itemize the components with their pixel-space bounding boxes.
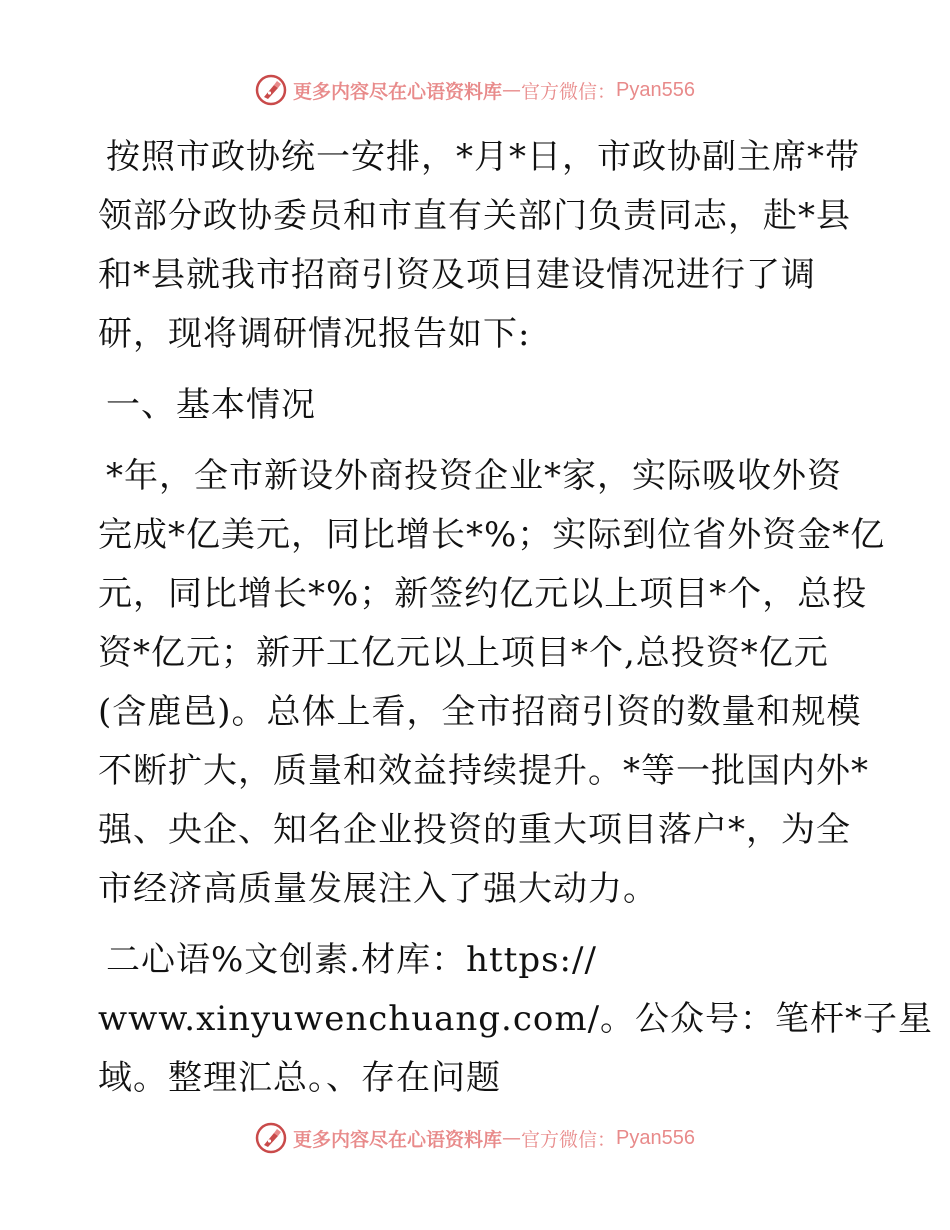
text-line: 强、央企、知名企业投资的重大项目落户*，为全 [98, 810, 851, 850]
watermark-separator: — [502, 79, 522, 101]
paragraph-intro [98, 128, 858, 364]
watermark-separator: — [502, 1127, 522, 1149]
text-line: 研，现将调研情况报告如下: [98, 314, 531, 354]
watermark-wechat-label: 官方微信： [521, 1128, 617, 1151]
paragraph-basic-situation [98, 447, 886, 919]
watermark-brand: 更多内容尽在心语资料库 [293, 80, 503, 103]
footer-watermark [0, 1118, 950, 1158]
text-line: 按照市政协统一安排，*月*日，市政协副主席*带 [106, 137, 860, 177]
watermark-wechat-id: Pyan556 [616, 1126, 695, 1149]
section-heading-basic [98, 376, 858, 435]
text-line: *年，全市新设外商投资企业*家，实际吸收外资 [106, 456, 842, 496]
text-line: 元，同比增长*%；新签约亿元以上项目*个，总投 [98, 574, 868, 614]
watermark-wechat-label: 官方微信： [521, 80, 617, 103]
text-line: 二心语%文创素.材库：https:// [106, 940, 597, 980]
section-heading: 一、基本情况 [106, 385, 316, 425]
watermark-wechat-id: Pyan556 [616, 78, 695, 101]
text-line: 完成*亿美元，同比增长*%；实际到位省外资金*亿 [98, 515, 886, 555]
text-line: 域。整理汇总。、存在问题 [98, 1058, 501, 1098]
pen-nib-logo-icon [255, 1122, 287, 1154]
header-watermark [0, 70, 950, 110]
text-line: www.xinyuwenchuang.com/。公众号：笔杆*子星 [98, 999, 934, 1039]
text-line: 市经济高质量发展注入了强大动力。 [98, 869, 658, 909]
text-line: 和*县就我市招商引资及项目建设情况进行了调 [98, 255, 816, 295]
text-line: 不断扩大，质量和效益持续提升。*等一批国内外* [98, 751, 869, 791]
watermark-brand: 更多内容尽在心语资料库 [293, 1128, 503, 1151]
paragraph-source-note [98, 931, 934, 1108]
document-body [98, 128, 934, 1108]
text-line: 领部分政协委员和市直有关部门负责同志，赴*县 [98, 196, 851, 236]
text-line: (含鹿邑)。总体上看，全市招商引资的数量和规模 [98, 692, 862, 732]
text-line: 资*亿元；新开工亿元以上项目*个,总投资*亿元 [98, 633, 829, 673]
pen-nib-logo-icon [255, 74, 287, 106]
